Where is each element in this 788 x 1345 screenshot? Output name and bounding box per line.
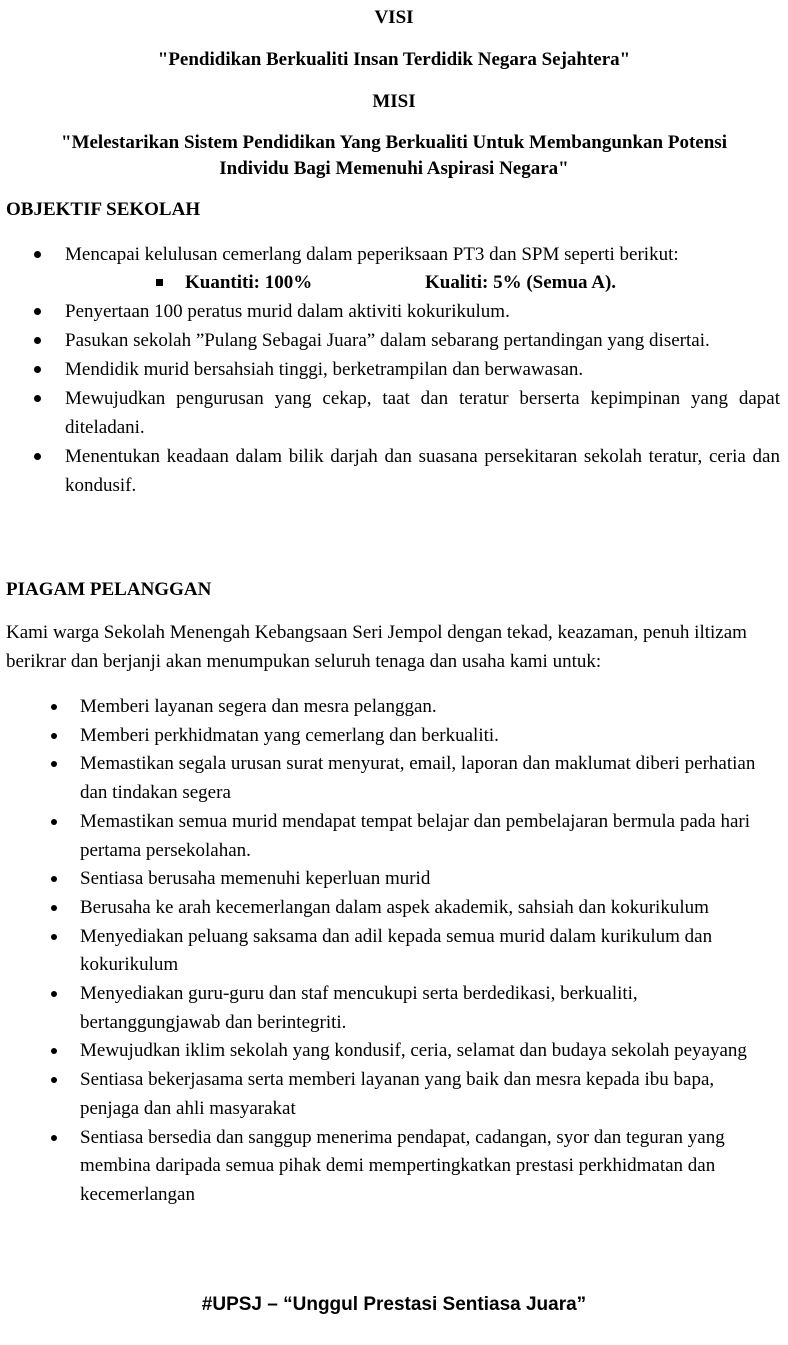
bullet-icon <box>51 819 57 825</box>
objektif-heading: OBJEKTIF SEKOLAH <box>6 199 201 220</box>
bullet-icon <box>34 453 41 460</box>
piagam-item <box>0 693 788 722</box>
piagam-item <box>0 1124 788 1210</box>
objektif-item <box>0 384 788 442</box>
visi-heading: VISI <box>374 7 414 28</box>
misi-heading: MISI <box>372 91 416 112</box>
piagam-item-text: Sentiasa berusaha memenuhi keperluan murid <box>80 868 431 890</box>
piagam-item <box>0 923 788 980</box>
objektif-item <box>0 240 788 269</box>
piagam-item-text: Memastikan semua murid mendapat tempat belajar dan pembelajaran bermula pada hari pertama persekolahan. <box>80 810 751 861</box>
kualiti-target: Kualiti: 5% (Semua A). <box>425 272 617 293</box>
bullet-icon <box>34 251 41 258</box>
visi-statement: "Pendidikan Berkualiti Insan Terdidik Negara Sejahtera" <box>157 49 631 70</box>
objektif-item <box>0 297 788 326</box>
bullet-icon <box>51 1048 57 1054</box>
piagam-item-text: Memberi layanan segera dan mesra pelanggan. <box>80 696 437 717</box>
piagam-item-text: Menyediakan guru-guru dan staf mencukupi serta berdedikasi, berkualiti, bertanggungjawab dan berintegriti. <box>80 983 638 1033</box>
misi-statement-line2: Individu Bagi Memenuhi Aspirasi Negara" <box>219 158 569 179</box>
piagam-item <box>0 865 788 894</box>
objektif-item-text: Pasukan sekolah ”Pulang Sebagai Juara” dalam sebarang pertandingan yang disertai. <box>65 330 710 351</box>
piagam-heading: PIAGAM PELANGGAN <box>6 579 212 600</box>
piagam-item <box>0 722 788 751</box>
bullet-icon <box>51 761 57 767</box>
objektif-item-text: Mencapai kelulusan cemerlang dalam peperiksaan PT3 dan SPM seperti berikut: <box>65 244 679 265</box>
piagam-item-text: Berusaha ke arah kecemerlangan dalam aspek akademik, sahsiah dan kokurikulum <box>80 896 709 918</box>
piagam-item-text: Sentiasa bekerjasama serta memberi layanan yang baik dan mesra kepada ibu bapa, penjaga dan ahli masyarakat <box>80 1069 715 1119</box>
piagam-intro: Kami warga Sekolah Menengah Kebangsaan Seri Jempol dengan tekad, keazaman, penuh iltizam berikrar dan berjanji akan menumpukan seluruh tenaga dan usaha kami untuk: <box>6 622 747 672</box>
piagam-item <box>0 980 788 1037</box>
piagam-item <box>0 1066 788 1123</box>
objektif-sub-item <box>0 269 788 297</box>
misi-statement-line1: "Melestarikan Sistem Pendidikan Yang Berkualiti Untuk Membangunkan Potensi <box>61 132 727 153</box>
bullet-icon <box>51 991 57 997</box>
piagam-item <box>0 750 788 807</box>
kuantiti-target: Kuantiti: 100% <box>185 272 313 293</box>
objektif-item-text: Penyertaan 100 peratus murid dalam aktiviti kokurikulum. <box>65 301 510 322</box>
piagam-item-text: Memberi perkhidmatan yang cemerlang dan berkualiti. <box>80 724 499 746</box>
objektif-item <box>0 355 788 384</box>
bullet-icon <box>51 934 57 940</box>
bullet-icon <box>51 876 57 882</box>
objektif-item-text: Menentukan keadaan dalam bilik darjah dan suasana persekitaran sekolah teratur, ceria dan kondusif. <box>65 446 780 496</box>
piagam-item-text: Menyediakan peluang saksama dan adil kepada semua murid dalam kurikulum dan kokurikulum <box>80 925 713 976</box>
bullet-icon <box>34 366 41 373</box>
piagam-item-text: Sentiasa bersedia dan sanggup menerima pendapat, cadangan, syor dan teguran yang membina daripada semua pihak demi mempertingkatkan prestasi perkhidmatan dan kecemerlangan <box>80 1126 725 1205</box>
bullet-icon <box>34 395 41 402</box>
objektif-item <box>0 442 788 500</box>
objektif-list <box>0 240 788 500</box>
piagam-item <box>0 894 788 923</box>
objektif-item-text: Mendidik murid bersahsiah tinggi, berketrampilan dan berwawasan. <box>65 359 584 380</box>
objektif-item <box>0 326 788 355</box>
piagam-item <box>0 808 788 865</box>
bullet-icon <box>51 704 57 710</box>
bullet-icon <box>51 905 57 911</box>
piagam-item-text: Memastikan segala urusan surat menyurat, email, laporan dan maklumat diberi perhatian dan tindakan segera <box>80 753 756 804</box>
square-bullet-icon <box>156 279 163 286</box>
bullet-icon <box>51 1135 57 1141</box>
objektif-item-text: Mewujudkan pengurusan yang cekap, taat dan teratur berserta kepimpinan yang dapat diteladani. <box>65 388 780 438</box>
piagam-item <box>0 1037 788 1066</box>
bullet-icon <box>51 733 57 739</box>
bullet-icon <box>51 1077 57 1083</box>
footer-slogan: #UPSJ – “Unggul Prestasi Sentiasa Juara” <box>201 1294 587 1315</box>
piagam-item-text: Mewujudkan iklim sekolah yang kondusif, ceria, selamat dan budaya sekolah peyayang <box>80 1040 747 1062</box>
bullet-icon <box>34 308 41 315</box>
bullet-icon <box>34 337 41 344</box>
piagam-list <box>0 693 788 1210</box>
